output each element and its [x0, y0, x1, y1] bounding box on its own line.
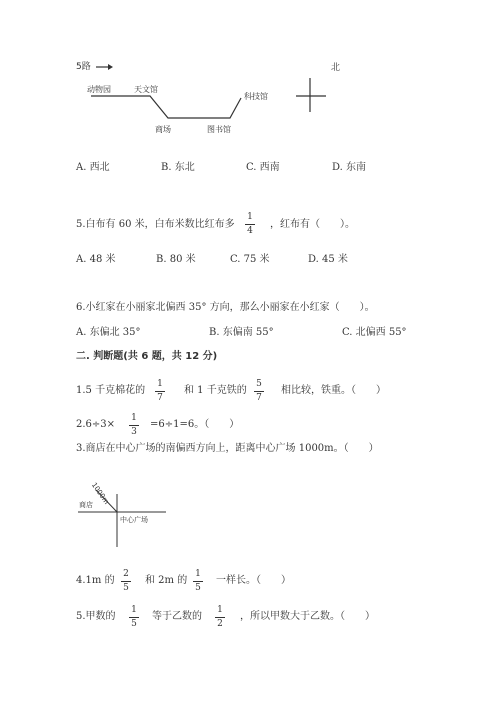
j1-part3: 相比较，铁重。（ ）: [281, 385, 386, 396]
q6-option-b: B. 东偏南 55°: [209, 327, 274, 338]
j1-part2: 和 1 千克铁的: [184, 385, 247, 396]
j1-fraction-2-den: 7: [256, 393, 262, 403]
q5-option-c: C. 75 米: [230, 254, 270, 265]
j4-part3: 一样长。（ ）: [216, 575, 291, 586]
j1-fraction-2-num: 5: [256, 379, 262, 389]
j4-part1: 4.1m 的: [76, 575, 115, 586]
q5-fraction-den: 4: [247, 226, 253, 236]
stop-planetarium: 天文馆: [134, 85, 158, 94]
j2-fraction: [128, 413, 140, 438]
q5-text-before: 5.白布有 60 米，白布米数比红布多: [76, 219, 235, 230]
q5-text-after: ，红布有（ ）。: [270, 219, 355, 230]
q4-option-a: A. 西北: [76, 162, 110, 173]
j3-text: 3.商店在中心广场的南偏西方向上，距离中心广场 1000m。（ ）: [76, 443, 379, 454]
j5-part2: 等于乙数的: [152, 611, 202, 622]
j1-fraction-1-num: 1: [157, 379, 163, 389]
j5-fraction-1-den: 5: [131, 619, 137, 629]
q5-option-b: B. 80 米: [156, 254, 196, 265]
j5-part1: 5.甲数的: [76, 611, 116, 622]
route-arrow-head: [108, 64, 113, 70]
q6-text: 6.小红家在小丽家北偏西 35° 方向，那么小丽家在小红家（ ）。: [76, 302, 375, 313]
q5-option-d: D. 45 米: [308, 254, 348, 265]
route-line: [91, 96, 241, 118]
j4-part2: 和 2m 的: [145, 575, 188, 586]
j1-fraction-1-den: 7: [157, 393, 163, 403]
j5-fraction-2: [214, 605, 226, 630]
j4-fraction-2: [192, 569, 204, 594]
stop-library: 图书馆: [207, 125, 231, 134]
j1-part1: 1.5 千克棉花的: [76, 385, 146, 396]
stop-science-museum: 科技馆: [244, 92, 268, 101]
j5-part3: ，所以甲数大于乙数。（ ）: [240, 611, 375, 622]
j3-center-label: 中心广场: [120, 516, 148, 524]
section-title: 二. 判断题(共 6 题，共 12 分): [76, 351, 218, 362]
j4-fraction-2-den: 5: [195, 583, 201, 593]
q5-fraction: [244, 212, 256, 237]
j2-part2: =6÷1=6。（ ）: [150, 419, 240, 430]
j3-distance-label: 1000m: [89, 481, 111, 506]
q6-option-c: C. 北偏西 55°: [342, 327, 407, 338]
j2-part1: 2.6÷3×: [76, 419, 116, 430]
stop-mall: 商场: [155, 125, 171, 134]
j4-fraction-2-num: 1: [195, 569, 201, 579]
q4-option-c: C. 西南: [246, 162, 280, 173]
j4-fraction-1: [120, 569, 132, 594]
j4-fraction-1-den: 5: [123, 583, 129, 593]
j5-fraction-2-num: 1: [217, 605, 223, 615]
q4-option-b: B. 东北: [161, 162, 195, 173]
j5-fraction-2-den: 2: [217, 619, 223, 629]
q6-option-a: A. 东偏北 35°: [76, 327, 141, 338]
j2-fraction-num: 1: [131, 413, 137, 423]
j5-fraction-1-num: 1: [131, 605, 137, 615]
q5-option-a: A. 48 米: [76, 254, 116, 265]
j4-fraction-1-num: 2: [123, 569, 129, 579]
stop-zoo: 动物园: [87, 85, 111, 94]
j2-fraction-den: 3: [131, 427, 137, 437]
j1-fraction-2: [253, 379, 265, 404]
q4-option-d: D. 东南: [332, 162, 367, 173]
north-label: 北: [331, 63, 341, 73]
q5-fraction-num: 1: [247, 212, 253, 222]
route-label: 5路: [76, 62, 91, 72]
j3-shop-label: 商店: [79, 501, 93, 509]
j5-fraction-1: [128, 605, 140, 630]
j1-fraction-1: [154, 379, 166, 404]
